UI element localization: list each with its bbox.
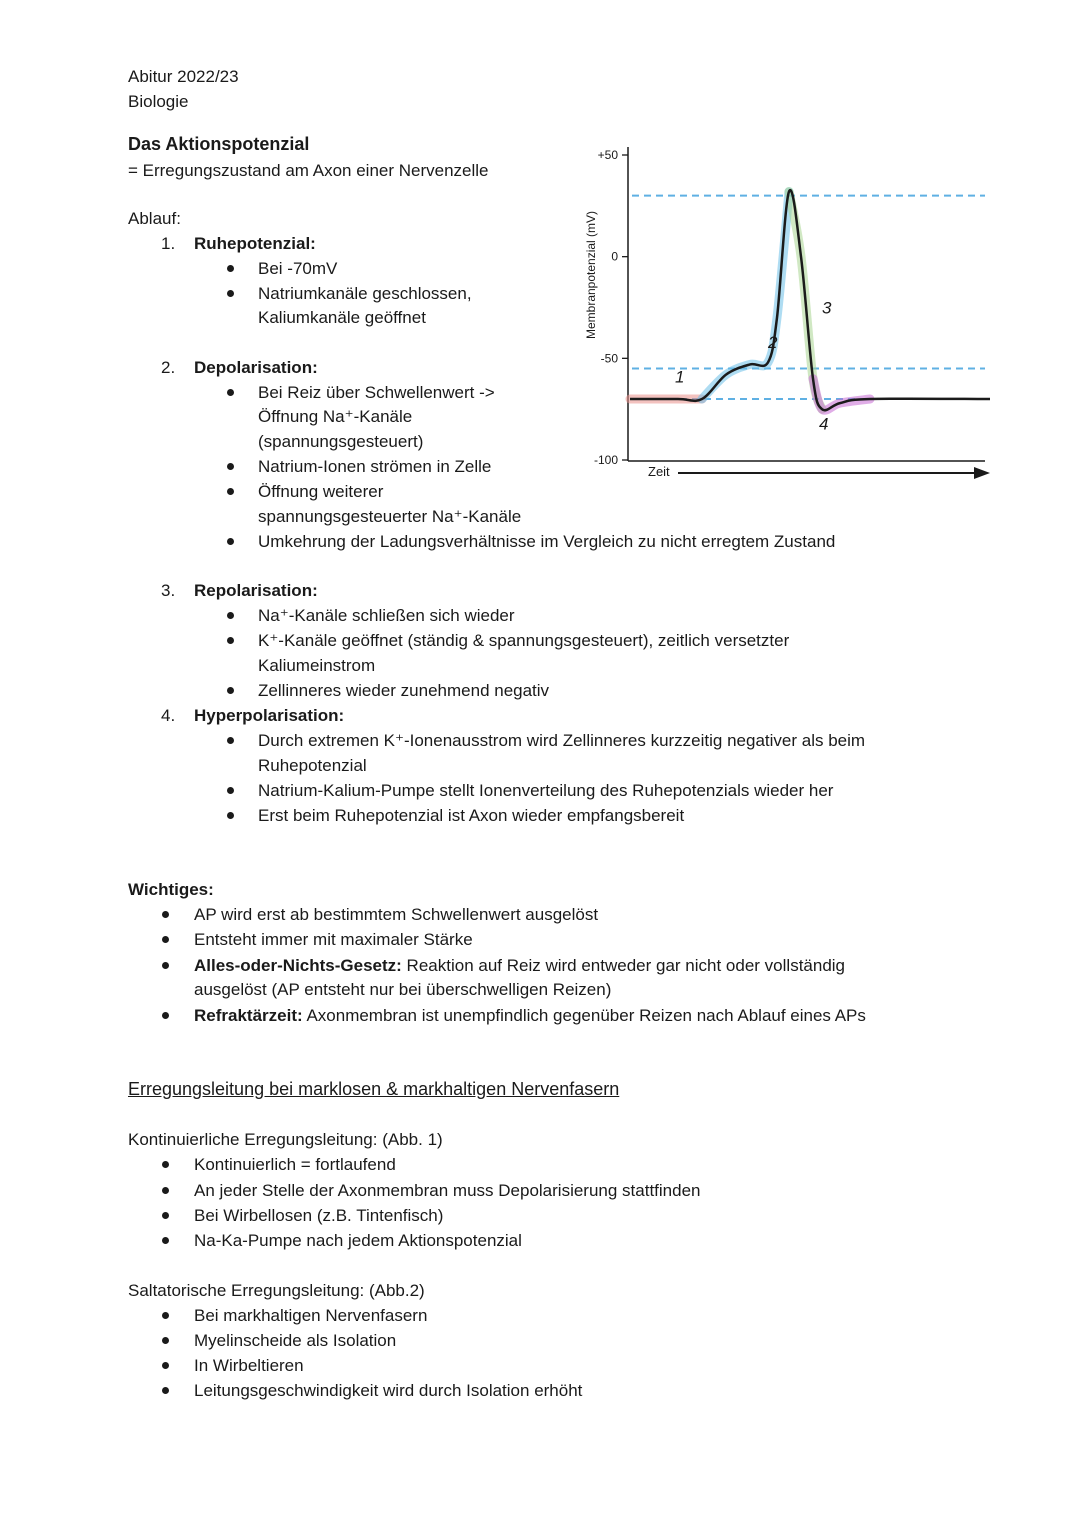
- list-item: Na⁺-Kanäle schließen sich wieder: [258, 606, 515, 625]
- step-number: 4.: [161, 706, 176, 725]
- phase-4-highlight: [813, 379, 870, 411]
- item-text: Axonmembran ist unempfindlich gegenüber Reizen nach Ablauf eines APs: [302, 1006, 866, 1025]
- item-text: AP wird erst ab bestimmtem Schwellenwert ausgelöst: [194, 905, 599, 924]
- subheading-kontinuierlich: Kontinuierliche Erregungsleitung: (Abb. 1): [128, 1130, 443, 1149]
- bullet-dot: [227, 488, 234, 495]
- phase-label: 1: [675, 367, 685, 387]
- list-item: [194, 1005, 866, 1027]
- list-item-continuation: Öffnung Na⁺-Kanäle: [258, 407, 413, 426]
- ablauf-label: Ablauf:: [128, 209, 181, 228]
- step-number: 2.: [161, 358, 176, 377]
- section-title-erregungsleitung: Erregungsleitung bei marklosen & markhaltigen Nervenfasern: [128, 1079, 620, 1099]
- list-item: Öffnung weiterer: [258, 482, 384, 501]
- list-item: [194, 904, 598, 926]
- bullet-dot: [227, 463, 234, 470]
- bullet-dot: [162, 1312, 169, 1319]
- item-bold-term: Refraktärzeit:: [194, 1006, 303, 1025]
- bullet-dot: [162, 1212, 169, 1219]
- bullet-dot: [162, 1237, 169, 1244]
- list-item: In Wirbeltieren: [194, 1356, 304, 1375]
- list-item-continuation: spannungsgesteuerter Na⁺-Kanäle: [258, 507, 522, 526]
- step-title: Hyperpolarisation:: [194, 706, 345, 725]
- bullet-dot: [227, 290, 234, 297]
- list-item: Leitungsgeschwindigkeit wird durch Isolation erhöht: [194, 1381, 583, 1400]
- y-tick-label: 0: [611, 249, 618, 264]
- phase-2-highlight: [702, 192, 789, 399]
- bullet-dot: [227, 812, 234, 819]
- y-tick-label: +50: [597, 148, 618, 162]
- list-item: Myelinscheide als Isolation: [194, 1331, 397, 1350]
- bullet-dot: [227, 787, 234, 794]
- list-item: [194, 955, 845, 977]
- bullet-dot: [162, 1387, 169, 1394]
- list-item: Erst beim Ruhepotenzial ist Axon wieder empfangsbereit: [258, 806, 685, 825]
- bullet-dot: [227, 737, 234, 744]
- bullet-dot: [162, 911, 169, 918]
- list-item-continuation: Kaliumeinstrom: [258, 656, 376, 675]
- wichtiges-title: Wichtiges:: [128, 880, 214, 899]
- list-item: Natrium-Kalium-Pumpe stellt Ionenverteilung des Ruhepotenzials wieder her: [258, 781, 834, 800]
- list-item: Zellinneres wieder zunehmend negativ: [258, 681, 550, 700]
- bullet-dot: [227, 637, 234, 644]
- header-subject: Biologie: [128, 92, 189, 111]
- bullet-dot: [227, 265, 234, 272]
- list-item: Na-Ka-Pumpe nach jedem Aktionspotenzial: [194, 1231, 522, 1250]
- list-item-continuation: Kaliumkanäle geöffnet: [258, 308, 426, 327]
- step-title: Depolarisation:: [194, 358, 318, 377]
- bullet-dot: [162, 1337, 169, 1344]
- phase-label: 3: [822, 298, 832, 318]
- list-item: Bei Wirbellosen (z.B. Tintenfisch): [194, 1206, 444, 1225]
- list-item-continuation: [194, 979, 611, 1001]
- step-number: 1.: [161, 234, 176, 253]
- bullet-dot: [162, 1161, 169, 1168]
- bullet-dot: [162, 1187, 169, 1194]
- header-course: Abitur 2022/23: [128, 67, 239, 86]
- bullet-dot: [162, 1012, 169, 1019]
- bullet-dot: [162, 1362, 169, 1369]
- list-item: Bei markhaltigen Nervenfasern: [194, 1306, 428, 1325]
- item-bold-term: Alles-oder-Nichts-Gesetz:: [194, 956, 402, 975]
- list-item: Umkehrung der Ladungsverhältnisse im Vergleich zu nicht erregtem Zustand: [258, 532, 836, 551]
- bullet-dot: [227, 612, 234, 619]
- step-title: Ruhepotenzial:: [194, 234, 316, 253]
- list-item: Bei -70mV: [258, 259, 338, 278]
- bullet-dot: [227, 687, 234, 694]
- list-item: Bei Reiz über Schwellenwert ->: [258, 383, 495, 402]
- section-title: Das Aktionspotenzial: [128, 134, 310, 154]
- step-title: Repolarisation:: [194, 581, 318, 600]
- bullet-dot: [227, 538, 234, 545]
- bullet-dot: [227, 389, 234, 396]
- list-item: Durch extremen K⁺-Ionenausstrom wird Zellinneres kurzzeitig negativer als beim: [258, 731, 866, 750]
- y-axis-label: Membranpotenzial (mV): [584, 210, 598, 340]
- bullet-dot: [162, 936, 169, 943]
- list-item: [194, 929, 473, 951]
- list-item: Kontinuierlich = fortlaufend: [194, 1155, 396, 1174]
- y-tick-label: -100: [593, 453, 618, 467]
- list-item: Natriumkanäle geschlossen,: [258, 284, 472, 303]
- step-number: 3.: [161, 581, 176, 600]
- list-item: An jeder Stelle der Axonmembran muss Depolarisierung stattfinden: [194, 1181, 701, 1200]
- x-axis-label: Zeit: [648, 464, 670, 479]
- phase-label: 2: [768, 333, 778, 353]
- list-item: Natrium-Ionen strömen in Zelle: [258, 457, 492, 476]
- item-text: ausgelöst (AP entsteht nur bei überschwelligen Reizen): [194, 980, 612, 999]
- phase-label: 4: [819, 414, 829, 434]
- item-text: Reaktion auf Reiz wird entweder gar nicht oder vollständig: [401, 956, 846, 975]
- bullet-dot: [162, 962, 169, 969]
- subheading-saltatorisch: Saltatorische Erregungsleitung: (Abb.2): [128, 1281, 425, 1300]
- list-item-continuation: Ruhepotenzial: [258, 756, 367, 775]
- action-potential-chart: [570, 135, 1000, 485]
- item-text: Entsteht immer mit maximaler Stärke: [194, 930, 473, 949]
- definition: = Erregungszustand am Axon einer Nervenzelle: [128, 161, 489, 180]
- list-item: K⁺-Kanäle geöffnet (ständig & spannungsgesteuert), zeitlich versetzter: [258, 631, 790, 650]
- list-item-continuation: (spannungsgesteuert): [258, 432, 424, 451]
- time-arrow-head: [974, 467, 990, 479]
- y-tick-label: -50: [600, 351, 618, 366]
